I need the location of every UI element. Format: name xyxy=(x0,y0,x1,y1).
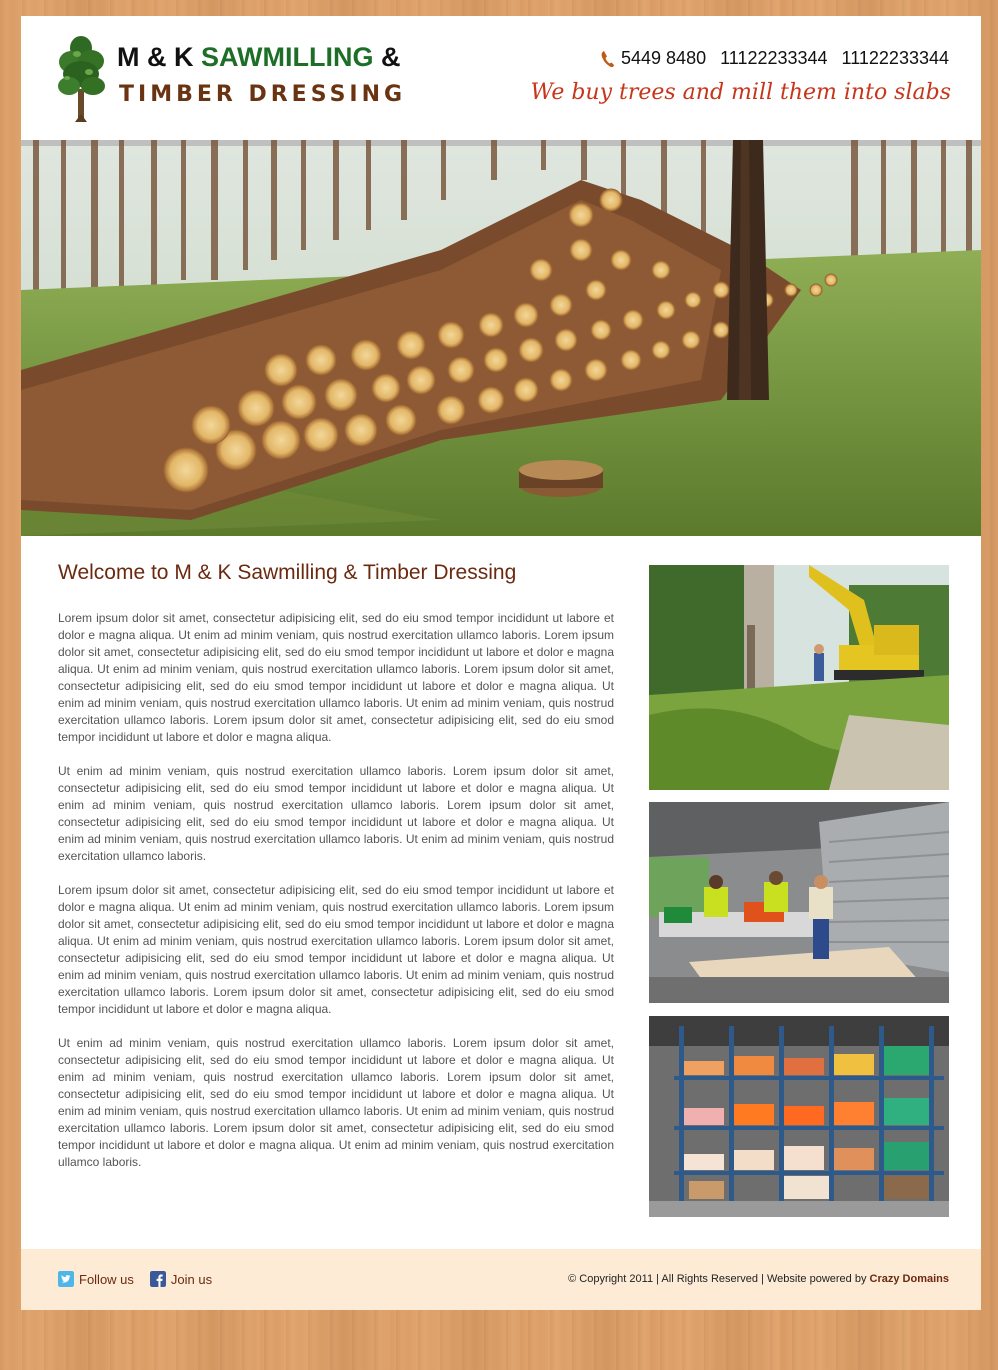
page-title: Welcome to M & K Sawmilling & Timber Dressing xyxy=(58,561,517,584)
tagline: We buy trees and mill them into slabs xyxy=(530,80,951,105)
phone-icon xyxy=(601,50,615,68)
page-container xyxy=(21,16,981,1310)
phone-number-1[interactable]: 5449 8480 xyxy=(621,48,707,68)
phone-numbers xyxy=(601,48,949,69)
social-links xyxy=(58,1271,228,1287)
content-paragraph-2: Ut enim ad minim veniam, quis nostrud exercitation ullamco laboris. Lorem ipsum dolor sit amet, consectetur adipisicing elit, sed do eiu smod tempor incididunt ut labore et dolor e magna aliqua. Ut enim ad minim veniam, quis nostrud exercitation ullamco laboris. Lorem ipsum dolor sit amet, consectetur adipisicing elit, sed do eiu smod tempor incididunt ut labore et dolor e magna aliqua. Ut enim ad minim veniam, quis nostrud exercitation ullamco laboris. Ut enim ad minim veniam, quis nostrud exercitation ullamco laboris. xyxy=(58,764,614,863)
site-footer xyxy=(21,1249,981,1310)
content-paragraph-4: Ut enim ad minim veniam, quis nostrud exercitation ullamco laboris. Lorem ipsum dolor sit amet, consectetur adipisicing elit, sed do eiu smod tempor incididunt ut labore et dolor e magna aliqua. Ut enim ad minim veniam, quis nostrud exercitation ullamco laboris. Lorem ipsum dolor sit amet, consectetur adipisicing elit, sed do eiu smod tempor incididunt ut labore et dolor e magna aliqua. Ut enim ad minim veniam, quis nostrud exercitation ullamco laboris. Ut enim ad minim veniam, quis nostrud exercitation ullamco laboris. Lorem ipsum dolor sit amet, consectetur adipisicing elit, sed do eiu smod tempor incididunt ut labore et dolor e magna aliqua. Ut enim ad minim veniam, quis nostrud exercitation ullamco laboris. xyxy=(58,1036,614,1169)
crazy-domains-link[interactable]: Crazy Domains xyxy=(869,1273,949,1285)
timber-racks-photo xyxy=(649,1016,949,1217)
brand-name-part3: & xyxy=(373,42,401,72)
tree-logo-icon[interactable] xyxy=(55,34,107,124)
brand-subtitle: TIMBER DRESSING xyxy=(119,82,407,107)
hero-image xyxy=(21,140,981,536)
facebook-icon xyxy=(150,1271,166,1287)
facebook-join-label: Join us xyxy=(170,1271,213,1287)
twitter-icon xyxy=(58,1271,74,1287)
content-paragraph-3: Lorem ipsum dolor sit amet, consectetur adipisicing elit, sed do eiu smod tempor incididunt ut labore et dolor e magna aliqua. Ut enim ad minim veniam, quis nostrud exercitation ullamco laboris. Lorem ipsum dolor sit amet, consectetur adipisicing elit, sed do eiu smod tempor incididunt ut labore et dolor e magna aliqua. Ut enim ad minim veniam, quis nostrud exercitation ullamco laboris. Lorem ipsum dolor sit amet, consectetur adipisicing elit, sed do eiu smod tempor incididunt ut labore et dolor e magna aliqua. Ut enim ad minim veniam, quis nostrud exercitation ullamco laboris. Ut enim ad minim veniam, quis nostrud exercitation ullamco laboris. Lorem ipsum dolor sit amet, consectetur adipisicing elit, sed do eiu smod tempor incididunt ut labore et dolor e magna aliqua. xyxy=(58,883,614,1016)
content-paragraph-1: Lorem ipsum dolor sit amet, consectetur adipisicing elit, sed do eiu smod tempor incididunt ut labore et dolor e magna aliqua. Ut enim ad minim veniam, quis nostrud exercitation ullamco laboris. Lorem ipsum dolor sit amet, consectetur adipisicing elit, sed do eiu smod tempor incididunt ut labore et dolor e magna aliqua. Ut enim ad minim veniam, quis nostrud exercitation ullamco laboris. Lorem ipsum dolor sit amet, consectetur adipisicing elit, sed do eiu smod tempor incididunt ut labore et dolor e magna aliqua. Ut enim ad minim veniam, quis nostrud exercitation ullamco laboris. Ut enim ad minim veniam, quis nostrud exercitation ullamco laboris. Lorem ipsum dolor sit amet, consectetur adipisicing elit, sed do eiu smod tempor incididunt ut labore et dolor e magna aliqua. xyxy=(58,611,614,744)
copyright-label: © Copyright 2011 | All Rights Reserved | Website powered by xyxy=(568,1273,870,1285)
phone-number-3[interactable]: 11122233344 xyxy=(841,48,949,68)
sawmill-workers-photo xyxy=(649,802,949,1003)
excavator-tree-photo xyxy=(649,565,949,790)
facebook-join-link[interactable] xyxy=(150,1271,212,1287)
brand-name[interactable] xyxy=(117,42,400,73)
brand-name-sawmilling: SAWMILLING xyxy=(201,42,374,72)
twitter-follow-link[interactable] xyxy=(58,1271,134,1287)
brand-name-part1: M & K xyxy=(117,42,201,72)
twitter-follow-label: Follow us xyxy=(79,1271,134,1287)
phone-number-2[interactable]: 11122233344 xyxy=(720,48,828,68)
site-header xyxy=(21,16,981,140)
copyright-text xyxy=(568,1273,949,1285)
main-content xyxy=(58,610,614,1188)
hero-log-pile-illustration xyxy=(21,140,981,536)
